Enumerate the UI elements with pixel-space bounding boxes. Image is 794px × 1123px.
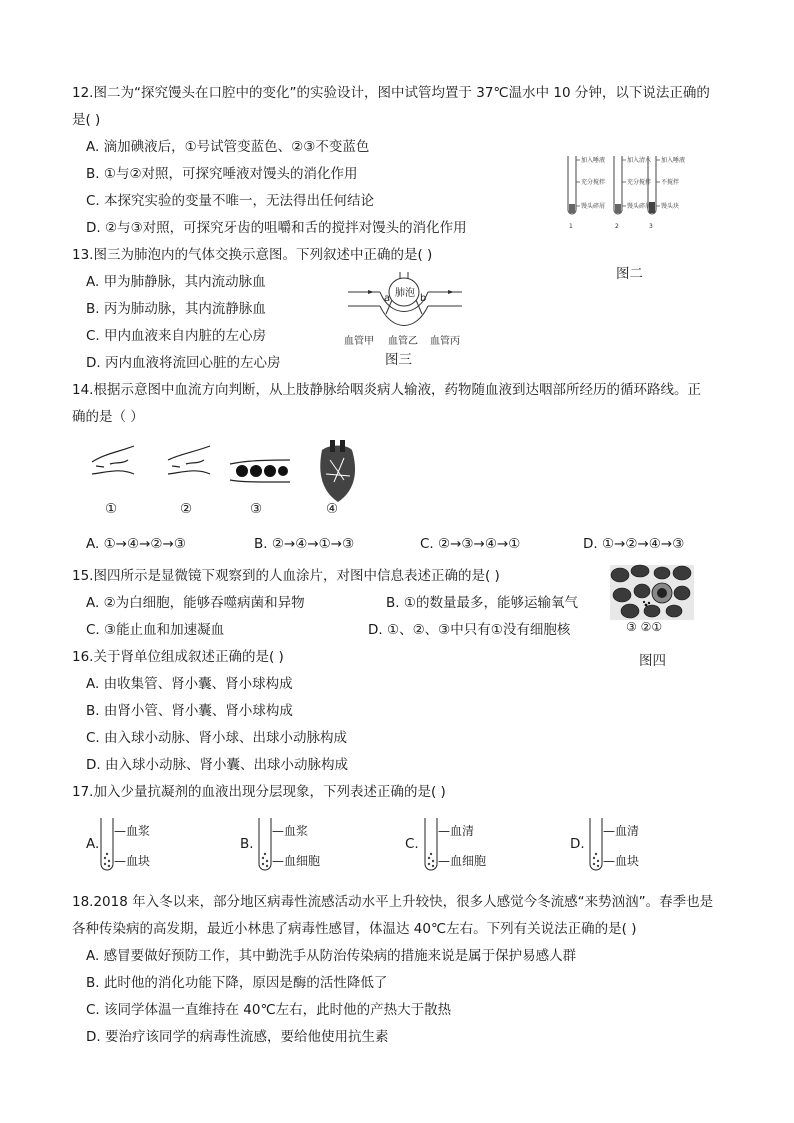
q16-option-b: B. 由肾小管、肾小囊、肾小球构成 [86,703,293,719]
q15-option-c: C. ③能止血和加速凝血 [86,622,225,638]
q17-option-a-top: —血浆 [114,824,151,838]
q17-option-a-tube [99,818,115,872]
q15-option-a: A. ②为白细胞，能够吞噬病菌和异物 [86,595,305,611]
q13-option-b: B. 丙为肺动脉，其内流静脉血 [86,301,266,317]
q16-stem: 16.关于肾单位组成叙述正确的是( ) [72,649,284,665]
q16-option-c: C. 由入球小动脉、肾小球、出球小动脉构成 [86,730,348,746]
q17-stem: 17.加入少量抗凝剂的血液出现分层现象，下列表述正确的是( ) [72,784,446,800]
q18-stem-line2: 各种传染病的高发期，最近小林患了病毒性感冒，体温达 40℃左右。下列有关说法正确的是( ) [72,921,637,937]
q17-option-d-letter: D. [570,836,585,852]
fig2-t1-mid: 充分搅拌 [581,179,606,186]
q14-fig-num-4: ④ [326,501,339,517]
fig2-t2-num: 2 [615,223,619,230]
q12-option-c: C. 本探究实验的变量不唯一，无法得出任何结论 [86,193,375,209]
fig2-t3-num: 3 [649,223,653,230]
q18-option-d: D. 要治疗该同学的病毒性流感，要给他使用抗生素 [86,1029,389,1045]
figure-4-caption: 图四 [639,653,666,669]
q17-option-b-letter: B. [240,836,254,852]
q17-a-bottom-label: 血块 [126,854,151,868]
q14-option-a: A. ①→④→②→③ [86,536,186,552]
q18-option-a: A. 感冒要做好预防工作，其中勤洗手从防治传染病的措施来说是属于保护易感人群 [86,948,577,964]
q15-option-d: D. ①、②、③中只有①没有细胞核 [368,622,571,638]
q16-option-d: D. 由入球小动脉、肾小囊、出球小动脉构成 [86,757,348,773]
q12-stem-line1: 12.图二为“探究馒头在口腔中的变化”的实验设计，图中试管均置于 37℃温水中 10 分钟，以下说法正确的 [72,85,710,101]
q15-option-b: B. ①的数量最多，能够运输氧气 [386,595,578,611]
q17-c-top-label: 血清 [450,824,475,838]
q13-stem: 13.图三为肺泡内的气体交换示意图。下列叙述中正确的是( ) [72,247,433,263]
q13-option-c: C. 甲内血液来自内脏的左心房 [86,328,267,344]
fig3-a-label: a [384,293,391,304]
figure-2-caption: 图二 [616,266,643,282]
q17-c-bottom-label: 血细胞 [450,854,487,868]
q18-stem-line1: 18.2018 年入冬以来，部分地区病毒性流感活动水平上升较快，很多人感觉今冬流感“来势汹汹”。春季也是 [72,894,714,910]
q17-option-c-tube [423,818,439,872]
fig2-t1-top: 加入唾液 [581,157,606,164]
fig3-vessel-b: 血管乙 [388,336,418,347]
fig2-t2-top: 加入清水 [627,157,652,164]
figure-4-labels: ③ ②① [626,620,663,634]
q17-option-b-bottom: —血细胞 [272,854,321,868]
q12-option-d: D. ②与③对照，可探究牙齿的咀嚼和舌的搅拌对馒头的消化作用 [86,220,467,236]
q17-b-bottom-label: 血细胞 [284,854,321,868]
q17-d-bottom-label: 血块 [615,854,640,868]
q17-option-a-letter: A. [86,836,100,852]
q17-option-c-bottom: —血细胞 [438,854,487,868]
fig2-t3-mid: 不搅拌 [661,179,680,186]
q17-d-top-label: 血清 [615,824,640,838]
q12-option-a: A. 滴加碘液后，①号试管变蓝色、②③不变蓝色 [86,139,370,155]
fig2-t3-bot: 馒头块 [661,203,680,210]
q15-stem: 15.图四所示是显微镜下观察到的人血涂片，对图中信息表述正确的是( ) [72,568,500,584]
q18-option-c: C. 该同学体温一直维持在 40℃左右，此时他的产热大于散热 [86,1002,452,1018]
fig2-t2-mid: 充分搅拌 [627,179,652,186]
fig2-t1-num: 1 [569,223,573,230]
fig3-vessel-a: 血管甲 [344,336,374,347]
q17-b-top-label: 血浆 [284,824,309,838]
fig3-alveolus-label: 肺泡 [395,288,415,299]
q17-option-d-tube [588,818,604,872]
fig3-vessel-c: 血管丙 [430,336,460,347]
q17-option-d-bottom: —血块 [603,854,640,868]
q17-a-top-label: 血浆 [126,824,151,838]
q16-option-a: A. 由收集管、肾小囊、肾小球构成 [86,676,293,692]
q14-stem-line1: 14.根据示意图中血流方向判断，从上肢静脉给咽炎病人输液，药物随血液到达咽部所经历的循环路线。正 [72,382,701,398]
fig2-t2-bot: 馒头碎屑 [627,203,652,210]
q12-stem-line2: 是( ) [72,112,101,128]
figure-3-caption: 图三 [385,352,412,368]
q14-fig-num-2: ② [180,501,193,517]
q14-option-b: B. ②→④→①→③ [254,536,355,552]
q14-fig-num-1: ① [105,501,118,517]
q17-option-c-top: —血清 [438,824,475,838]
q14-stem-line2: 确的是（ ） [72,409,144,425]
q14-fig-num-3: ③ [250,501,263,517]
q18-option-b: B. 此时他的消化功能下降，原因是酶的活性降低了 [86,975,388,991]
q17-option-b-tube [257,818,273,872]
q17-option-b-top: —血浆 [272,824,309,838]
fig2-t3-top: 加入唾液 [661,157,686,164]
figure-3-alveolus [340,270,470,352]
q12-option-b: B. ①与②对照，可探究唾液对馒头的消化作用 [86,166,358,182]
q17-option-a-bottom: —血块 [114,854,151,868]
q17-option-c-letter: C. [405,836,419,852]
q13-option-a: A. 甲为肺静脉，其内流动脉血 [86,274,266,290]
q14-option-c: C. ②→③→④→① [420,536,521,552]
q13-option-d: D. 丙内血液将流回心脏的左心房 [86,355,281,371]
fig3-b-label: b [420,293,427,304]
q14-option-d: D. ①→②→④→③ [583,536,685,552]
figure-2-test-tubes [556,152,696,234]
fig2-t1-bot: 馒头碎屑 [581,203,606,210]
figure-4-blood-smear [610,565,694,620]
q17-option-d-top: —血清 [603,824,640,838]
